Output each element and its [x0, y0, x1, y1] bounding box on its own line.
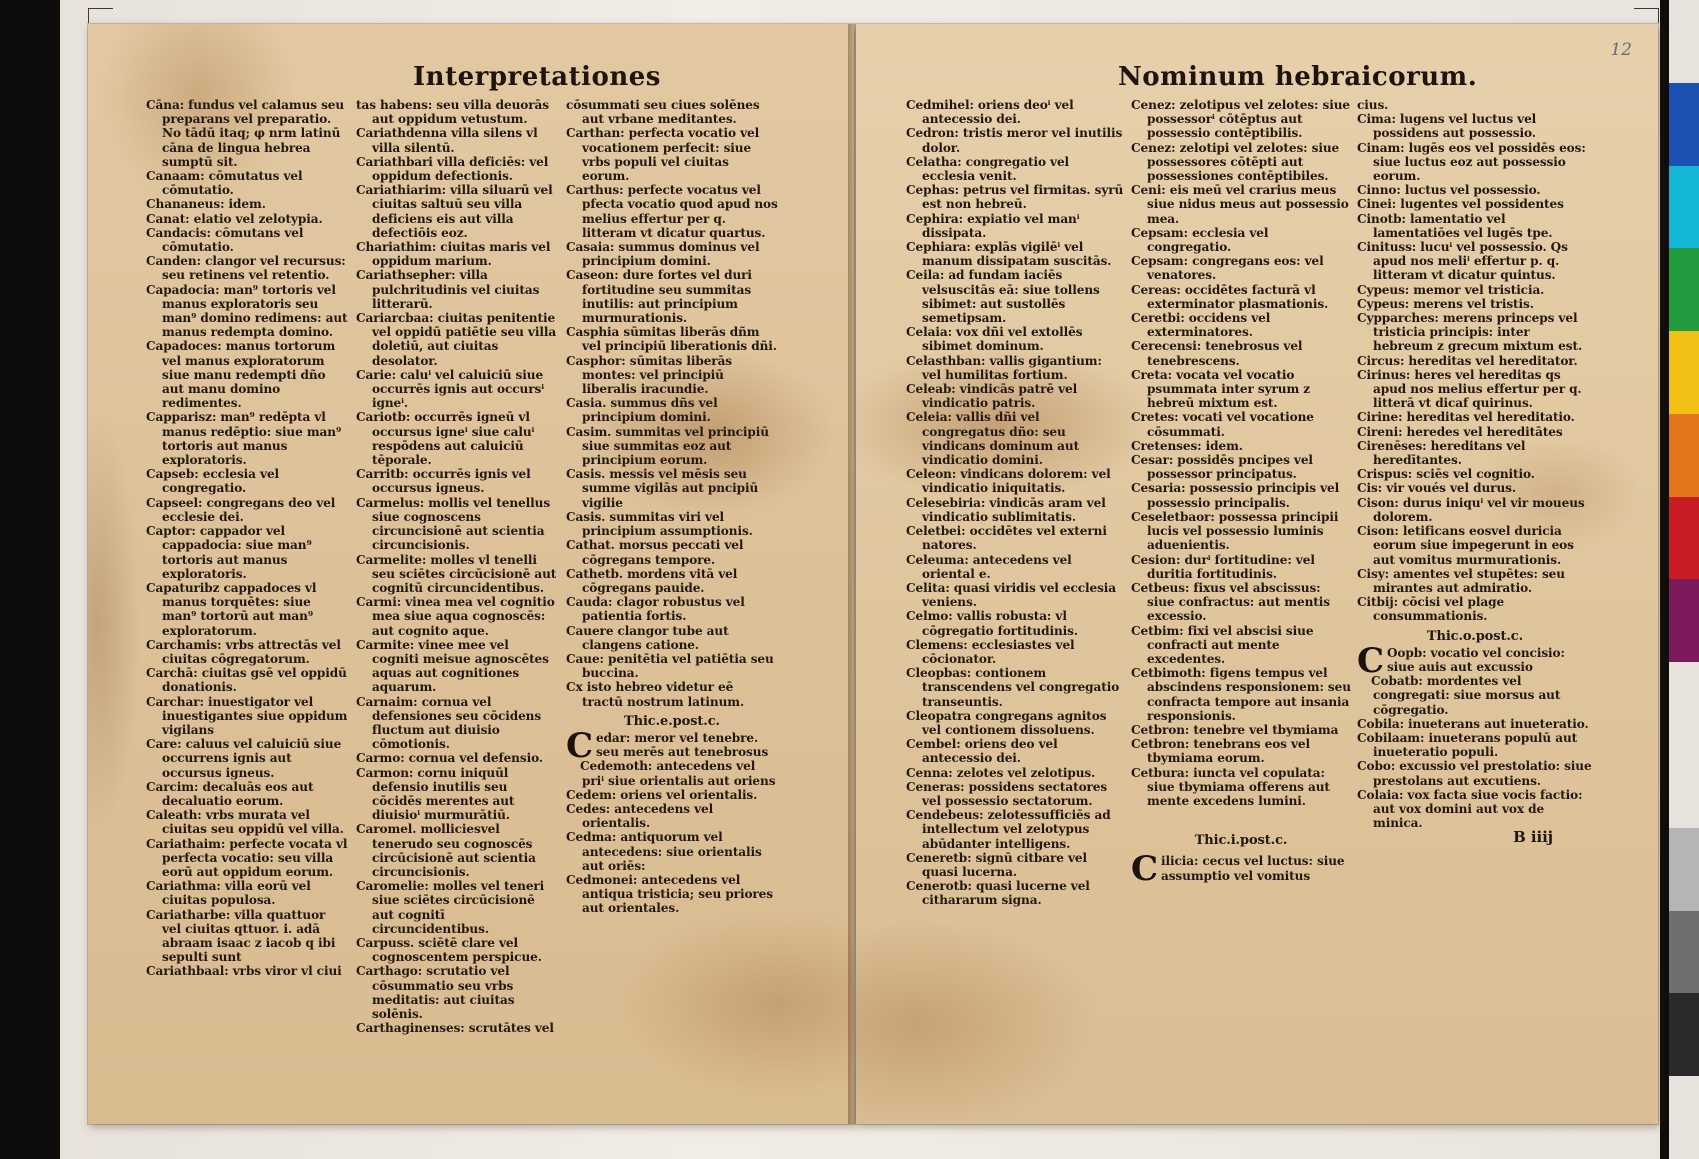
glossary-entry: Ceseletbaor: possessa principii lucis vel possessio luminis aduenientis.: [1131, 509, 1339, 553]
right-column-3-after: [1357, 674, 1593, 830]
glossary-entry: Cepsam: ecclesia vel congregatio.: [1131, 225, 1269, 255]
glossary-entry: Cireni: heredes vel hereditātes: [1357, 424, 1563, 439]
section-heading: Thic.e.post.c.: [624, 713, 720, 729]
right-column-2: [1131, 98, 1351, 890]
glossary-entry: Casis. summitas viri vel principium assumptionis.: [566, 509, 753, 539]
left-column-3: [566, 98, 778, 916]
glossary-entry: Carmi: vinea mea vel cognitio mea siue aqua cognoscēs: aut cognito aque.: [356, 595, 555, 638]
dropcap-entry-text: edar: meror vel tenebre. seu merēs aut tenebrosus: [595, 730, 769, 760]
glossary-entry: Carthus: perfecte vocatus vel pfecta vocatio quod apud nos melius effertur per q. litteram vt dicatur quartus.: [566, 183, 778, 240]
glossary-entry: Celita: quasi viridis vel ecclesia veniens.: [906, 580, 1117, 610]
glossary-entry: Caleath: vrbs murata vel ciuitas seu oppidū vel villa.: [146, 808, 344, 837]
glossary-entry: Canat: elatio vel zelotypia.: [146, 211, 323, 226]
glossary-entry: Canden: clangor vel recursus: seu retinens vel retentio.: [146, 254, 346, 283]
glossary-entry: Celasthban: vallis gigantium: vel humilitas fortium.: [906, 353, 1102, 382]
glossary-entry: Cerecensi: tenebrosus vel tenebrescens.: [1131, 339, 1303, 368]
glossary-entry: Cinotb: lamentatio vel lamentatiōes vel lugēs tpe.: [1357, 211, 1553, 240]
glossary-entry: Capadocia: man⁹ tortoris vel manus exploratoris seu man⁹ domino redimens: aut manus redempta domino.: [146, 282, 348, 340]
folio-number: 12: [1610, 40, 1632, 60]
glossary-entry: Caseon: dure fortes vel duri fortitudine seu summitas inutilis: aut principium murmurationis.: [566, 268, 752, 326]
right-column-3: [1357, 98, 1593, 845]
glossary-entry: Clemens: ecclesiastes vel cōcionator.: [906, 637, 1075, 666]
glossary-entry: Colaia: vox facta siue vocis factio: aut vox domini aut vox de minica.: [1357, 787, 1583, 831]
glossary-entry: cōsummati seu ciues solēnes aut vrbane meditantes.: [566, 98, 760, 127]
glossary-entry: Carmite: vinee mee vel cogniti meisue agnoscētes aquas aut cognitiones aquarum.: [356, 637, 549, 695]
glossary-entry: Cleopatra congregans agnitos vel contionem dissoluens.: [906, 708, 1107, 737]
glossary-entry: Cretes: vocati vel vocatione cōsummati.: [1131, 410, 1314, 439]
glossary-entry: Cembel: oriens deo vel antecessio dei.: [906, 737, 1058, 766]
glossary-entry: Cepsam: congregans eos: vel venatores.: [1131, 254, 1324, 283]
glossary-entry: Cetbim: fixi vel abscisi siue confracti aut mente excedentes.: [1131, 623, 1314, 666]
glossary-entry: Cariatharbe: villa quattuor vel ciuitas qttuor. i. adā abraam isaac z iacob q ibi sepulti sunt: [146, 907, 336, 965]
glossary-entry: Cis: vir voués vel durus.: [1357, 481, 1516, 496]
left-column-2: [356, 98, 558, 1035]
dropcap-initial: C: [1131, 849, 1158, 890]
glossary-entry: Carie: caluⁱ vel caluiciū siue occurrēs ignis aut occursⁱ igneⁱ.: [356, 367, 544, 411]
dropcap-initial: C: [1357, 640, 1384, 681]
right-column-1: [906, 98, 1124, 908]
glossary-entry: Cx isto hebreo videtur eē tractū nostrum latinum.: [566, 680, 745, 709]
glossary-entry: Cariathaim: perfecte vocata vl perfecta vocatio: seu villa eorū aut oppidum eorum.: [146, 836, 348, 879]
color-swatch: [1669, 828, 1699, 911]
glossary-entry: Candacis: cōmutans vel cōmutatio.: [146, 225, 304, 255]
glossary-entry: Ceila: ad fundam iaciēs velsuscitās eā: siue tollens sibimet: aut sustollēs semetipsam.: [906, 268, 1100, 326]
glossary-entry: Cinei: lugentes vel possidentes: [1357, 197, 1564, 212]
glossary-entry: Carchar: inuestigator vel inuestigantes siue oppidum vigilans: [146, 694, 348, 737]
color-swatch: [1669, 911, 1699, 994]
glossary-entry: Ceneras: possidens sectatores vel possessio sectatorum.: [906, 779, 1108, 808]
glossary-entry: Cobila: inueterans aut inueteratio.: [1357, 716, 1589, 731]
color-swatch: [1669, 745, 1699, 828]
glossary-entry: Cariathdenna villa silens vl villa silentū.: [356, 126, 538, 155]
glossary-entry: Cedes: antecedens vel orientalis.: [566, 801, 714, 831]
glossary-entry: Cobatb: mordentes vel congregati: siue morsus aut cōgregatio.: [1370, 674, 1561, 717]
left-page: [88, 24, 854, 1124]
glossary-entry: Cephira: expiatio vel manⁱ dissipata.: [906, 211, 1080, 240]
color-swatch: [1669, 662, 1699, 745]
glossary-entry: Cison: durus iniquⁱ vel vir moueus dolorem.: [1357, 495, 1585, 524]
glossary-entry: Casia. summus dñs vel principium domini.: [566, 396, 718, 425]
glossary-entry: Cedmonei: antecedens vel antiqua tristicia; seu priores aut orientales.: [566, 872, 773, 916]
left-column-1: [146, 98, 348, 979]
glossary-entry: Chananeus: idem.: [146, 197, 266, 212]
glossary-entry: Cauda: clagor robustus vel patientia fortis.: [566, 595, 745, 624]
glossary-entry: Cinituss: lucuⁱ vel possessio. Qs apud nos meliⁱ effertur p. q. litteram vt dicatur quintus.: [1357, 240, 1568, 283]
glossary-entry: Cariathsepher: villa pulchritudinis vel ciuitas litterarū.: [356, 268, 540, 311]
glossary-entry: Cypeus: merens vel tristis.: [1357, 296, 1534, 311]
glossary-entry: Cariathbari villa deficiēs: vel oppidum defectionis.: [356, 154, 549, 184]
glossary-entry: Cobo: excussio vel prestolatio: siue prestolans aut excutiens.: [1357, 759, 1592, 788]
glossary-entry: Cariathma: villa eorū vel ciuitas populosa.: [146, 879, 311, 908]
glossary-entry: Ceni: eis meū vel crarius meus siue nidus meus aut possessio mea.: [1131, 183, 1349, 226]
glossary-entry: cius.: [1357, 98, 1389, 112]
right-page: [856, 24, 1658, 1124]
glossary-entry: Carpuss. sciētē clare vel cognoscentem perspicue.: [356, 935, 542, 965]
crop-mark-top-left: [88, 8, 113, 23]
glossary-entry: Cirenēses: hereditans vel heredītantes.: [1357, 438, 1526, 468]
glossary-entry: Cariarcbaa: ciuitas penitentie vel oppidū patiētie seu villa doletiū, aut ciuitas desolator.: [356, 311, 557, 368]
glossary-entry: Caromelie: molles vel teneri siue sciētes circūcisionē aut cognitī circuncidentibus.: [356, 879, 545, 936]
color-swatch: [1669, 497, 1699, 580]
glossary-entry: Carmelite: molles vl tenelli seu sciētes circūcisionē aut cognitū circuncidentibus.: [356, 552, 557, 595]
glossary-entry: Citbij: cōcisi vel plage consummationis.: [1357, 595, 1505, 624]
glossary-entry: Cesaria: possessio principis vel possessio principalis.: [1131, 481, 1340, 510]
glossary-entry: Cirine: hereditas vel hereditatio.: [1357, 410, 1575, 425]
glossary-entry: Cetbura: iuncta vel copulata: siue tbymiama offerens aut mente excedens lumini.: [1131, 765, 1330, 808]
glossary-entry: Cedron: tristis meror vel inutilis dolor.: [906, 126, 1123, 155]
glossary-entry: Cirinus: heres vel hereditas qs apud nos melius effertur per q. litterā vt dicaf quirinus.: [1357, 367, 1582, 411]
glossary-entry: Cetbron: tenebrans eos vel tbymiama eorum.: [1131, 737, 1311, 766]
dropcap-entry-text: ilicia: cecus vel luctus: siue assumptio vel vomitus: [1160, 854, 1345, 883]
glossary-entry: Cedmihel: oriens deoⁱ vel antecessio dei.: [906, 98, 1074, 127]
color-swatch: [1669, 414, 1699, 497]
glossary-entry: Cison: letificans eosvel duricia eorum siue impegerunt in eos aut vomitus murmurationis.: [1357, 524, 1574, 567]
glossary-entry: Captor: cappador vel cappadocia: siue man⁹ tortoris aut manus exploratoris.: [146, 524, 312, 581]
glossary-entry: Celeon: vindicans dolorem: vel vindicatio iniquitatis.: [906, 467, 1111, 496]
signature-mark: B iiij: [1513, 828, 1553, 847]
glossary-entry: Cenerotb: quasi lucerne vel cithararum signa.: [906, 879, 1090, 908]
glossary-entry: Caromel. molliciesvel tenerudo seu cognoscēs circūcisionē aut scientia circuncisionis.: [356, 822, 536, 879]
dropcap-entry: [1357, 640, 1593, 681]
color-swatch: [1669, 248, 1699, 331]
glossary-entry: Ceretbi: occidens vel exterminatores.: [1131, 311, 1271, 340]
glossary-entry: Casphor: sūmitas liberās montes: vel principiū liberalis iracundie.: [566, 353, 733, 397]
glossary-entry: Celeuma: antecedens vel oriental e.: [906, 552, 1072, 581]
glossary-entry: Carcim: decaluās eos aut decaluatio eorum.: [146, 779, 314, 808]
glossary-entry: Chariathim: ciuitas maris vel oppidum marium.: [356, 240, 551, 269]
glossary-entry: Capseb: ecclesia vel congregatio.: [146, 467, 280, 496]
dropcap-entry: [566, 725, 778, 766]
glossary-entry: Cariathiarim: villa siluarū vel ciuitas saltuū seu villa deficiens eis aut villa defectiōis eoz.: [356, 183, 553, 240]
glossary-entry: Cinam: lugēs eos vel possidēs eos: siue luctus eoz aut possessio eorum.: [1357, 140, 1586, 184]
glossary-entry: Cleopbas: contionem transcendens vel congregatio transeuntis.: [906, 666, 1120, 709]
glossary-entry: Celetbei: occidētes vel externi natores.: [906, 524, 1107, 553]
crop-mark-top-right: [1634, 8, 1659, 23]
glossary-entry: Cāna: fundus vel calamus seu preparans vel preparatio. No tādū itaq; φ nrm latinū cāna de lingua hebrea sumptū sit.: [146, 98, 345, 169]
glossary-entry: Cathetb. mordens vitā vel cōgregans pauide.: [566, 566, 738, 595]
glossary-entry: Cypparches: merens princeps vel tristicia principis: inter hebreum z grecum mixtum est.: [1357, 311, 1583, 354]
right-column-2-entries: [1131, 98, 1351, 808]
glossary-entry: Cetbeus: fixus vel abscissus: siue confractus: aut mentis excessio.: [1131, 580, 1330, 624]
glossary-entry: Cenez: zelotipi vel zelotes: siue possessores cōtēpti aut possessiones contēptibiles.: [1131, 140, 1340, 184]
glossary-entry: Carnaim: cornua vel defensiones seu cōcidens fluctum aut diuisio cōmotionis.: [356, 694, 542, 752]
glossary-entry: Cinno: luctus vel possessio.: [1357, 183, 1541, 198]
glossary-entry: Creta: vocata vel vocatio psummata inter syrum z hebreū mixtum est.: [1131, 367, 1311, 411]
glossary-entry: Casphia sūmitas liberās dñm vel principiū liberationis dñi.: [566, 325, 777, 354]
color-swatch: [1669, 1076, 1699, 1159]
section-heading: Thic.o.post.c.: [1426, 628, 1524, 644]
glossary-entry: Carmon: cornu iniquūl defensio inutilis seu cōcidēs merentes aut diuisioⁱ murmurātiū.: [356, 765, 515, 823]
left-column-3-entries: [566, 98, 778, 709]
glossary-entry: Carchamis: vrbs attrectās vel ciuitas cōgregatorum.: [146, 637, 341, 666]
glossary-entry: Casis. messis vel mēsis seu summe vigilās aut pncipiū vigilie: [566, 467, 759, 510]
glossary-entry: Cobilaam: inueterans populū aut inueteratio populi.: [1357, 730, 1578, 760]
glossary-entry: Cariotb: occurrēs igneū vl occursus igneⁱ siue caluⁱ respōdens aut caluiciū tēporale.: [356, 410, 535, 468]
color-swatch: [1669, 0, 1699, 83]
glossary-entry: Celeab: vindicās patrē vel vindicatio patris.: [906, 382, 1078, 411]
glossary-entry: Carthago: scrutatio vel cōsummatio seu vrbs meditatis: aut ciuitas solēnis.: [356, 964, 515, 1021]
glossary-entry: Cisy: amentes vel stupētes: seu mirantes aut admiratio.: [1357, 566, 1565, 595]
right-page-heading: Nominum hebraicorum.: [1118, 62, 1478, 92]
color-swatch: [1669, 579, 1699, 662]
glossary-entry: Cauere clangor tube aut clangens catione.: [566, 623, 729, 652]
glossary-entry: Canaam: cōmutatus vel cōmutatio.: [146, 169, 303, 198]
glossary-entry: Cima: lugens vel luctus vel possidens aut possessio.: [1357, 112, 1537, 141]
glossary-entry: Celatha: congregatio vel ecclesia venit.: [906, 154, 1070, 184]
glossary-entry: Cesion: durⁱ fortitudine: vel duritia fortitudinis.: [1131, 552, 1315, 581]
glossary-entry: Celmo: vallis robusta: vl cōgregatio fortitudinis.: [906, 609, 1078, 638]
glossary-entry: Crispus: sciēs vel cognitio.: [1357, 467, 1535, 482]
glossary-entry: Ceneretb: signū citbare vel quasi lucerna.: [906, 850, 1087, 879]
left-column-3-after: [566, 759, 778, 915]
glossary-entry: Caue: penitētia vel patiētia seu buccina.: [566, 651, 774, 681]
glossary-entry: Cypeus: memor vel tristicia.: [1357, 282, 1545, 297]
glossary-entry: Capparisz: man⁹ redēpta vl manus redēptio: siue man⁹ tortoris aut manus exploratoris.: [146, 410, 342, 468]
color-swatch: [1669, 166, 1699, 249]
glossary-entry: Carchā: ciuitas gsē vel oppidū donationis.: [146, 666, 347, 695]
glossary-entry: Cendebeus: zelotessufficiēs ad intellectum vel zelotypus abūdanter intelligens.: [906, 808, 1111, 851]
glossary-entry: Cereas: occidētes facturā vl exterminator plasmationis.: [1131, 282, 1329, 311]
right-column-3-entries: [1357, 98, 1593, 624]
glossary-entry: Carmelus: mollis vel tenellus siue cognoscens circuncisionē aut scientia circuncisionis.: [356, 495, 551, 553]
glossary-entry: Casim. summitas vel principiū siue summitas eoz aut principium eorum.: [566, 424, 769, 468]
color-calibration-bar: [1669, 0, 1699, 1159]
glossary-entry: Capadoces: manus tortorum vel manus exploratorum siue manu redempti dño aut manu domino redimentes.: [146, 339, 336, 411]
glossary-entry: Cephas: petrus vel firmitas. syrū est non hebreū.: [906, 183, 1124, 212]
glossary-entry: Cedem: oriens vel orientalis.: [566, 787, 758, 802]
glossary-entry: Carthaginenses: scrutātes vel: [356, 1021, 554, 1036]
glossary-entry: Cedma: antiquorum vel antecedens: siue orientalis aut oriēs:: [566, 830, 762, 873]
glossary-entry: Celesebiria: vindicās aram vel vindicatio sublimitatis.: [906, 495, 1106, 524]
glossary-entry: Cetbimoth: figens tempus vel abscindens responsionem: seu confracta tempore aut insania responsionis.: [1131, 666, 1351, 723]
glossary-entry: Cedemoth: antecedens vel priⁱ siue orientalis aut oriens: [579, 759, 776, 788]
section-heading: Thic.i.post.c.: [1194, 833, 1288, 849]
glossary-entry: Cetbron: tenebre vel tbymiama: [1131, 722, 1339, 737]
glossary-entry: Carmo: cornua vel defensio.: [356, 751, 543, 766]
color-swatch: [1669, 83, 1699, 166]
glossary-entry: Cenna: zelotes vel zelotipus.: [906, 765, 1096, 780]
glossary-entry: Celeia: vallis dñi vel congregatus dño: seu vindicans dominum aut vindicatio domini.: [906, 410, 1080, 468]
glossary-entry: Cariathbaal: vrbs viror vl ciui: [146, 964, 342, 979]
glossary-entry: tas habens: seu villa deuorās aut oppidum vetustum.: [356, 98, 549, 127]
glossary-entry: Cephiara: explās vigilēⁱ vel manum dissipatam suscitās.: [906, 240, 1112, 269]
glossary-entry: Cathat. morsus peccati vel cōgregans tempore.: [566, 538, 744, 567]
color-swatch: [1669, 993, 1699, 1076]
glossary-entry: Capseel: congregans deo vel ecclesie dei.: [146, 495, 336, 524]
glossary-entry: Care: caluus vel caluiciū siue occurrens ignis aut occursus igneus.: [146, 737, 342, 780]
left-page-heading: Interpretationes: [413, 62, 661, 92]
glossary-entry: Capaturibz cappadoces vl manus torquētes: siue man⁹ tortorū aut man⁹ exploratorum.: [146, 580, 317, 638]
dropcap-initial: C: [566, 725, 593, 766]
glossary-entry: Cretenses: idem.: [1131, 438, 1243, 453]
glossary-entry: Carthan: perfecta vocatio vel vocationem perfecit: siue vrbs populi vel ciuitas eorum.: [566, 126, 760, 184]
glossary-entry: Cenez: zelotipus vel zelotes: siue possessorⁱ cōtēptus aut possessio contēptibilis.: [1131, 98, 1351, 141]
color-swatch: [1669, 331, 1699, 414]
glossary-entry: Casaia: summus dominus vel principium domini.: [566, 240, 760, 269]
dropcap-entry-text: Oopb: vocatio vel concisio: siue auis aut excussio: [1386, 645, 1565, 674]
dropcap-entry: [1131, 849, 1351, 890]
glossary-entry: Celaia: vox dñi vel extollēs sibimet dominum.: [906, 325, 1083, 354]
glossary-entry: Circus: hereditas vel hereditator.: [1357, 353, 1578, 368]
glossary-entry: Cesar: possidēs pncipes vel possessor principatus.: [1131, 453, 1313, 482]
glossary-entry: Carritb: occurrēs ignis vel occursus igneus.: [356, 467, 531, 496]
